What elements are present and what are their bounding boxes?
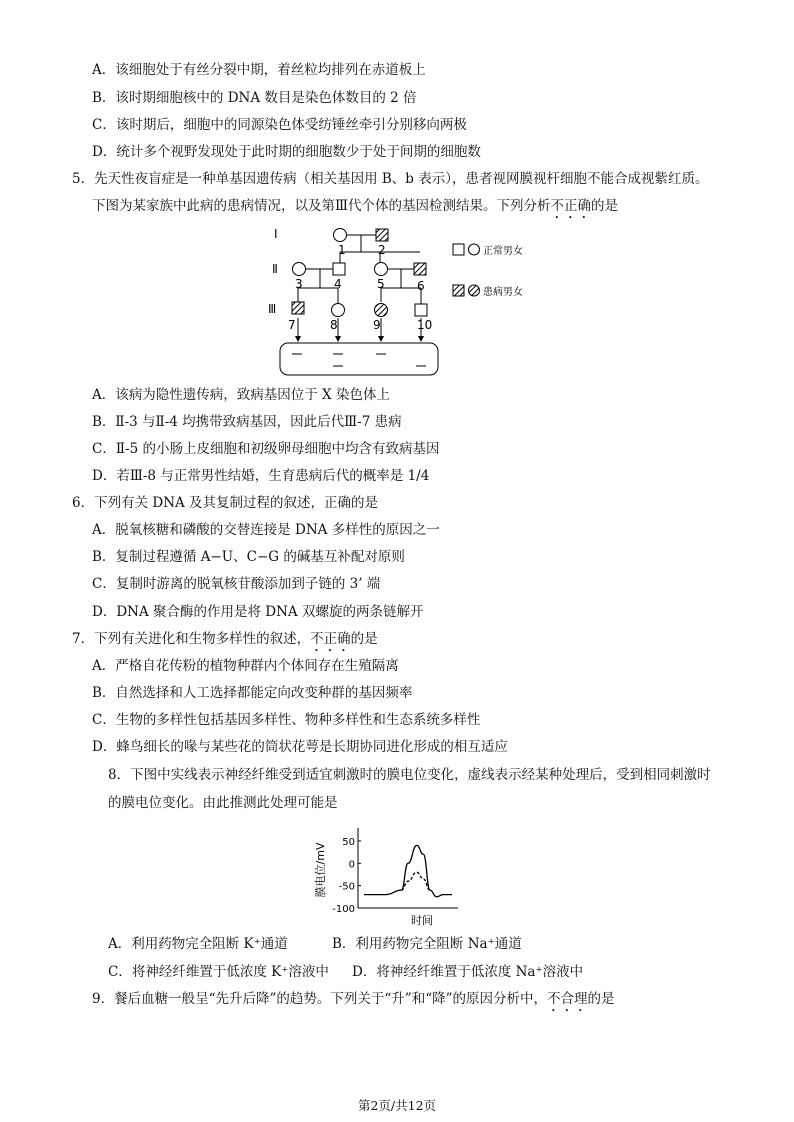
pedigree-ii3 — [293, 263, 306, 276]
q6-option-a: A．脱氧核糖和磷酸的交替连接是 DNA 多样性的原因之一 — [92, 522, 440, 538]
gen-label-ii: Ⅱ — [272, 262, 278, 276]
pedigree-iii10 — [415, 304, 427, 316]
label-7: 7 — [288, 318, 296, 332]
q5-stem-line2: 下图为某家族中此病的患病情况，以及第Ⅲ代个体的基因检测结果。下列分析不正确的是 — [92, 198, 619, 214]
q4-option-a: A．该细胞处于有丝分裂中期，着丝粒均排列在赤道板上 — [92, 62, 426, 78]
q9-emphasis: 不合理 — [547, 991, 588, 1007]
q7-option-c: C．生物的多样性包括基因多样性、物种多样性和生态系统多样性 — [92, 712, 481, 728]
q4-option-c: C．该时期后，细胞中的同源染色体受纺锤丝牵引分别移向两极 — [92, 117, 467, 133]
legend-normal-male — [453, 244, 464, 255]
q5-stem-line1: 5．先天性夜盲症是一种单基因遗传病（相关基因用 B、b 表示），患者视网膜视杆细胞不能合成视紫红质。 — [72, 171, 709, 187]
label-8: 8 — [330, 318, 338, 332]
pedigree-iii9 — [375, 304, 388, 317]
legend-affected-male — [453, 285, 464, 296]
q8-option-d: D．将神经纤维置于低浓度 Na⁺溶液中 — [352, 964, 584, 980]
q6-stem: 6．下列有关 DNA 及其复制过程的叙述，正确的是 — [72, 495, 379, 511]
q5-option-c: C．Ⅱ-5 的小肠上皮细胞和初级卵母细胞中均含有致病基因 — [92, 441, 440, 457]
x-axis-label: 时间 — [411, 914, 433, 927]
pedigree-ii5 — [375, 263, 388, 276]
q8-option-a: A．利用药物完全阻断 K⁺通道 — [108, 936, 288, 952]
dashed-potential-curve — [401, 872, 430, 890]
pedigree-ii6 — [414, 263, 426, 275]
q7-emphasis: 不正确 — [310, 631, 351, 647]
label-2: 2 — [378, 243, 386, 257]
page-footer: 第2页/共12页 — [357, 1098, 437, 1113]
legend-normal-female — [469, 244, 480, 255]
legend-affected-female — [469, 285, 480, 296]
y-tick-label: 0 — [348, 859, 355, 871]
y-tick-label: -50 — [338, 881, 355, 893]
pedigree-iii7 — [292, 302, 304, 314]
label-3: 3 — [295, 277, 303, 291]
y-tick-label: 50 — [342, 836, 355, 848]
label-9: 9 — [373, 318, 381, 332]
q5-option-b: B．Ⅱ-3 与Ⅱ-4 均携带致病基因，因此后代Ⅲ-7 患病 — [92, 414, 402, 430]
q9-stem: 9．餐后血糖一般呈“先升后降”的趋势。下列关于“升”和“降”的原因分析中，不合理的是 — [92, 991, 615, 1007]
label-1: 1 — [338, 243, 346, 257]
legend-affected-label: 患病男女 — [483, 287, 523, 298]
label-6: 6 — [417, 279, 425, 293]
q6-option-c: C．复制时游离的脱氧核苷酸添加到子链的 3’ 端 — [92, 576, 381, 592]
q8-stem-line1: 8．下图中实线表示神经纤维受到适宜刺激时的膜电位变化，虚线表示经某种处理后，受到相同刺激时 — [108, 767, 711, 783]
q5-option-d: D．若Ⅲ-8 与正常男性结婚，生育患病后代的概率是 1/4 — [92, 468, 430, 484]
label-10: 10 — [417, 318, 433, 332]
gen-label-i: Ⅰ — [274, 227, 278, 241]
q7-option-b: B．自然选择和人工选择都能定向改变种群的基因频率 — [92, 685, 413, 701]
membrane-potential-chart — [308, 826, 478, 930]
q6-option-b: B．复制过程遵循 A−U、C−G 的碱基互补配对原则 — [92, 549, 405, 565]
legend-normal-label: 正常男女 — [483, 246, 523, 257]
q7-option-d: D．蜂鸟细长的喙与某些花的筒状花萼是长期协同进化形成的相互适应 — [92, 739, 508, 755]
y-axis-label: 膜电位/mV — [314, 842, 327, 898]
pedigree-i2 — [376, 229, 388, 241]
pedigree-ii4 — [333, 263, 345, 275]
y-tick-label: -100 — [332, 904, 355, 915]
q8-option-b: B．利用药物完全阻断 Na⁺通道 — [332, 936, 522, 952]
pedigree-diagram — [260, 218, 550, 380]
q8-option-c: C．将神经纤维置于低浓度 K⁺溶液中 — [108, 964, 329, 980]
q7-option-a: A．严格自花传粉的植物种群内个体间存在生殖隔离 — [92, 658, 399, 674]
q5-option-a: A．该病为隐性遗传病，致病基因位于 X 染色体上 — [92, 387, 390, 403]
gen-label-iii: Ⅲ — [268, 302, 277, 316]
solid-potential-curve — [364, 845, 452, 896]
gene-test-result-box — [280, 343, 438, 375]
q8-stem-line2: 的膜电位变化。由此推测此处理可能是 — [108, 795, 338, 811]
label-5: 5 — [377, 277, 385, 291]
q7-stem: 7．下列有关进化和生物多样性的叙述，不正确的是 — [72, 631, 378, 647]
label-4: 4 — [334, 277, 342, 291]
pedigree-i1 — [334, 229, 347, 242]
q5-emphasis: 不正确 — [550, 198, 592, 214]
q6-option-d: D．DNA 聚合酶的作用是将 DNA 双螺旋的两条链解开 — [92, 604, 424, 620]
q4-option-d: D．统计多个视野发现处于此时期的细胞数少于处于间期的细胞数 — [92, 144, 481, 160]
pedigree-iii8 — [332, 304, 345, 317]
q4-option-b: B．该时期细胞核中的 DNA 数目是染色体数目的 2 倍 — [92, 90, 417, 106]
